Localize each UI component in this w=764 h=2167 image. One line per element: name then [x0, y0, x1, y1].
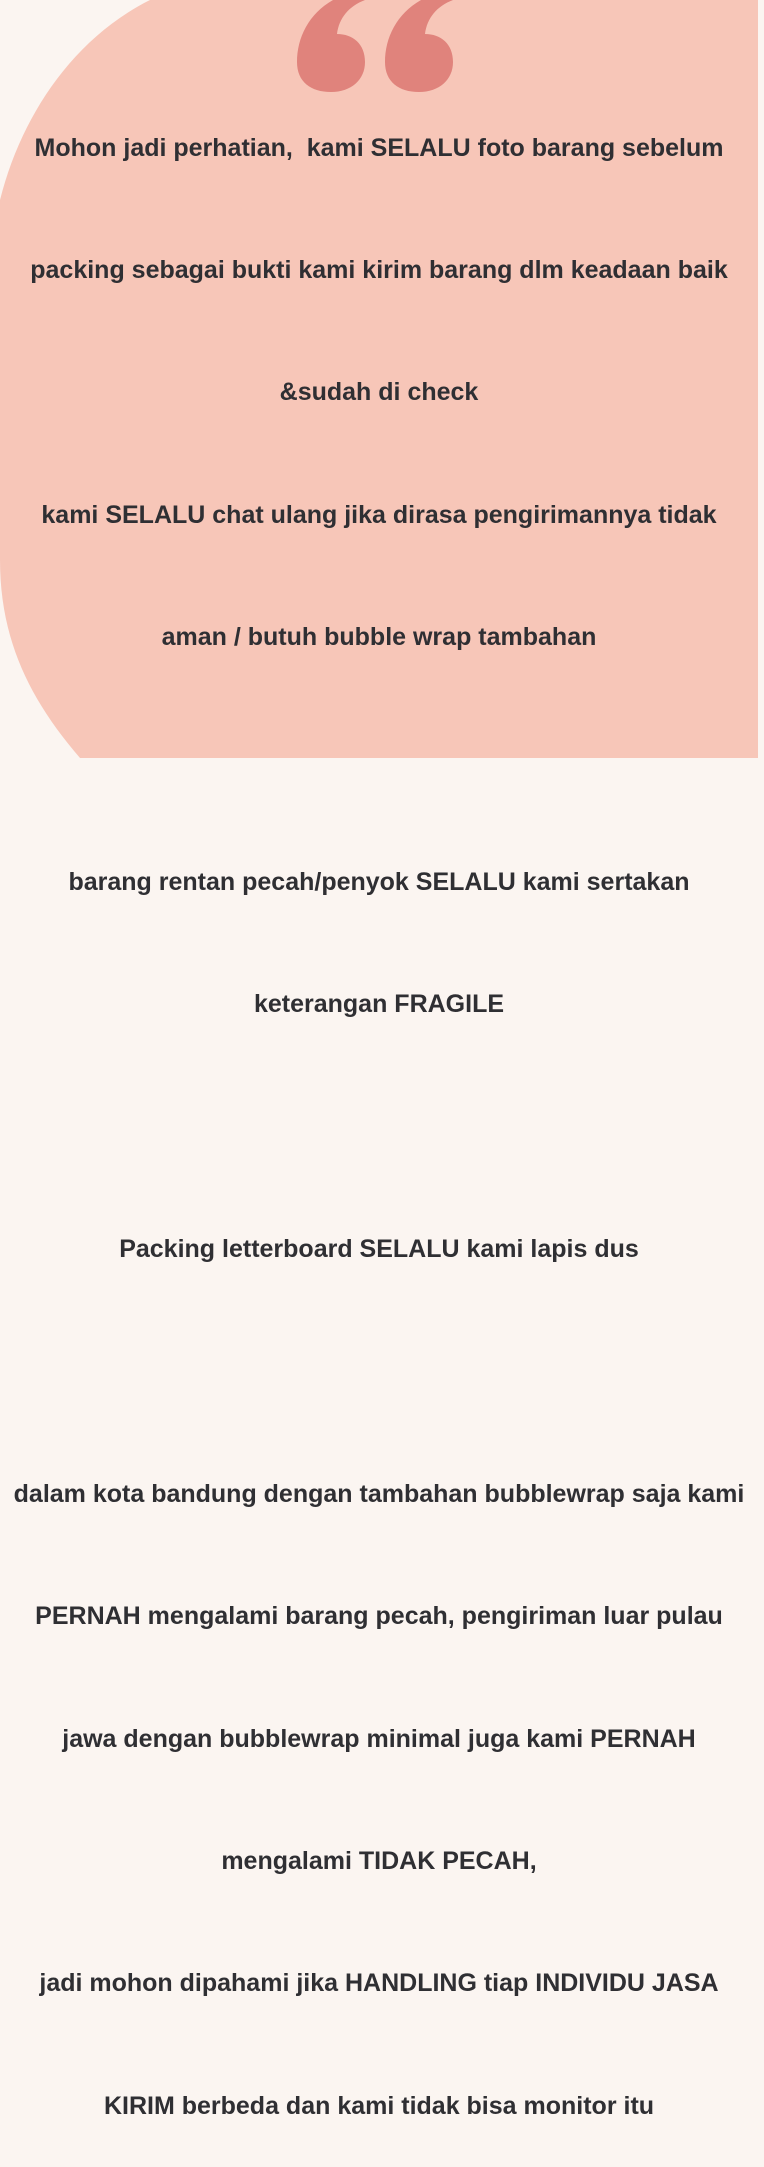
- notice-line: keterangan FRAGILE: [253, 990, 505, 1019]
- notice-line: [0, 1107, 764, 1148]
- notice-line: Packing letterboard SELALU kami lapis dus: [119, 1235, 639, 1264]
- notice-line: jawa dengan bubblewrap minimal juga kami PERNAH: [62, 1724, 696, 1753]
- notice-line: kami SELALU chat ulang jika dirasa pengirimannya tidak: [41, 500, 717, 529]
- notice-line: Mohon jadi perhatian, kami SELALU foto barang sebelum: [34, 133, 724, 162]
- notice-line: [0, 740, 764, 781]
- notice-line: aman / butuh bubble wrap tambahan: [161, 623, 597, 652]
- notice-line: KIRIM berbeda dan kami tidak bisa monitor itu: [103, 2091, 655, 2120]
- notice-line: PERNAH mengalami barang pecah, pengiriman luar pulau: [35, 1602, 723, 1631]
- notice-line: mengalami TIDAK PECAH,: [221, 1847, 537, 1876]
- notice-line: dalam kota bandung dengan tambahan bubblewrap saja kami: [13, 1479, 745, 1508]
- notice-line: jadi mohon dipahami jika HANDLING tiap INDIVIDU JASA: [39, 1969, 719, 1998]
- notice-line: packing sebagai bukti kami kirim barang dlm keadaan baik: [30, 255, 728, 284]
- notice-text: [0, 46, 764, 2167]
- notice-line: [0, 1352, 764, 1393]
- notice-line: barang rentan pecah/penyok SELALU kami sertakan: [68, 867, 690, 896]
- notice-line: &sudah di check: [279, 378, 479, 407]
